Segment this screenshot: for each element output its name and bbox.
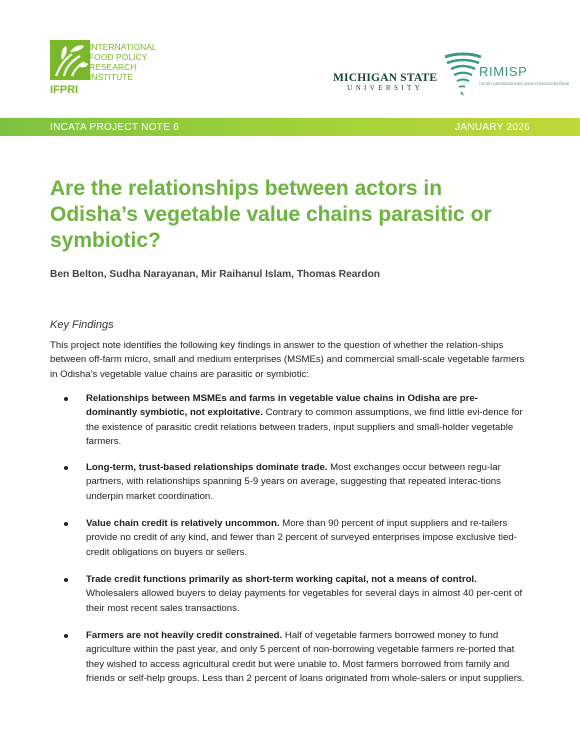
rimisp-tagline: Centro Latinoamericano para el Desarrollo Rural <box>479 81 570 86</box>
finding-bold: Trade credit functions primarily as short-term working capital, not a means of control. <box>86 574 477 585</box>
key-findings-heading: Key Findings <box>50 319 114 331</box>
ifpri-name-line: INTERNATIONAL <box>89 42 157 52</box>
key-findings-intro: This project note identifies the following key findings in answer to the question of whether the relation-ships between off-farm micro, small and medium enterprises (MSMEs) and commercial small-scale vegetable farmers in Odisha’s vegetable value chains are parasitic or symbiotic: <box>50 340 525 380</box>
finding-bold: Relationships between MSMEs and farms in vegetable value chains in Odisha are pre-dominantly symbiotic, not exploitative. <box>86 393 478 419</box>
series-label: INCATA PROJECT NOTE 6 <box>50 122 180 133</box>
msu-logo <box>333 72 437 92</box>
finding-text: More than 90 percent of input suppliers and re-tailers provide no credit of any kind, and fewer than 2 percent of surveyed enterprises impose exclusive tied-credit obligations on buyers or sellers. <box>86 518 517 558</box>
ifpri-name-line: RESEARCH <box>89 62 137 72</box>
ifpri-acronym: IFPRI <box>50 84 79 95</box>
ifpri-name <box>89 42 157 82</box>
msu-line2: UNIVERSITY <box>347 84 424 92</box>
bullet-icon <box>64 466 68 470</box>
finding-bold: Value chain credit is relatively uncommon. <box>86 518 280 529</box>
bullet-icon <box>64 578 68 582</box>
rimisp-name: RIMISP <box>479 64 528 79</box>
bullet-icon <box>64 634 68 638</box>
ifpri-name-line: INSTITUTE <box>89 72 134 82</box>
finding-text: Wholesalers allowed buyers to delay payments for vegetables for several days in almost 40 per-cent of their most recent sales transactions. <box>86 588 523 614</box>
page-title: Are the relationships between actors in Odisha’s vegetable value chains parasitic or symbiotic? <box>50 177 492 252</box>
finding-text: Half of vegetable farmers borrowed money to fund agriculture within the past year, and only 5 percent of non-borrowing vegetable farmers re-ported that they wished to access agricultural credit but were unable to. Most farmers borrowed from family and friends or self-help groups. Less than 2 percent of loans originated from whole-salers or input suppliers. <box>86 630 525 685</box>
authors: Ben Belton, Sudha Narayanan, Mir Raihanul Islam, Thomas Reardon <box>50 269 381 280</box>
bullet-icon <box>64 397 68 401</box>
rimisp-logo <box>479 64 569 86</box>
date-label: JANUARY 2026 <box>455 122 530 133</box>
rimisp-logo-icon <box>441 51 483 97</box>
msu-line1: MICHIGAN STATE <box>333 72 438 84</box>
ifpri-logo-icon <box>50 40 90 95</box>
series-band <box>0 118 580 136</box>
bullet-icon <box>64 522 68 526</box>
finding-text: Most exchanges occur between regu-lar partners, with relationships spanning 5-9 years on average, suggesting that repeated interac-tions underpin market coordination. <box>86 462 501 502</box>
finding-bold: Farmers are not heavily credit constrained. <box>86 630 283 641</box>
finding-bold: Long-term, trust-based relationships dominate trade. <box>86 462 328 473</box>
ifpri-name-line: FOOD POLICY <box>89 52 148 62</box>
finding-text: Contrary to common assumptions, we find little evi-dence for the existence of parasitic credit relations between traders, input suppliers and small-holder vegetable farmers. <box>86 407 523 448</box>
page-header <box>0 0 580 118</box>
